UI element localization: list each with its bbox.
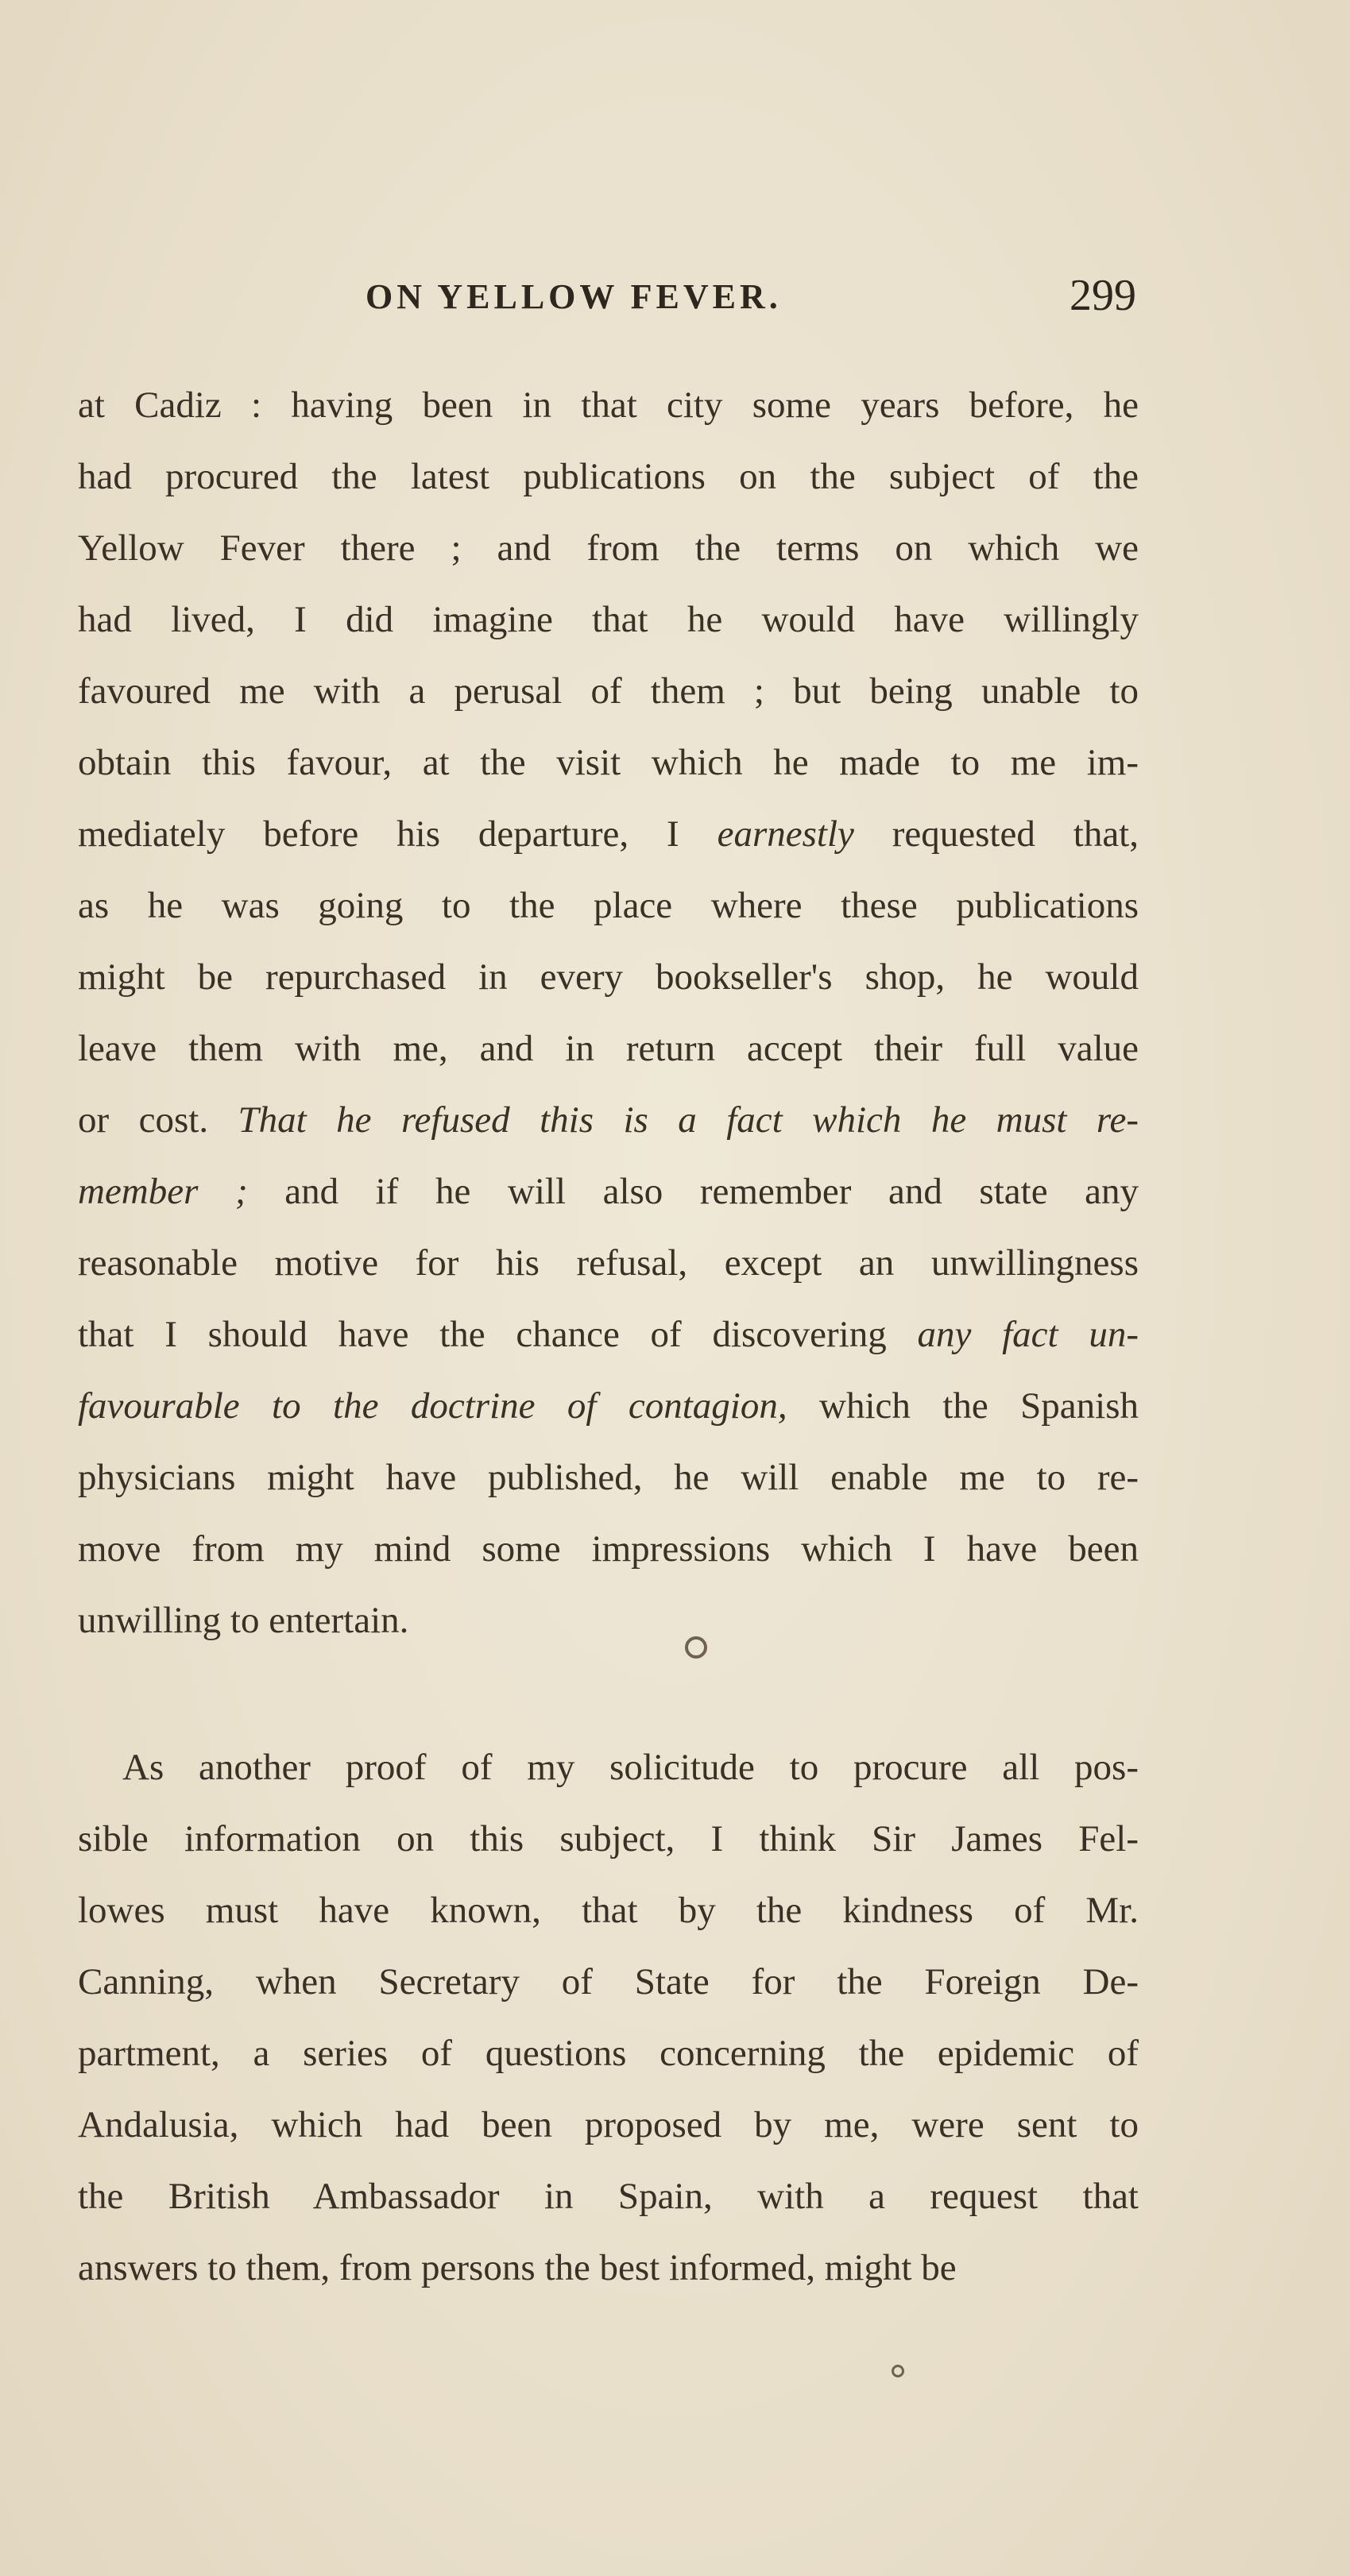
line-text: might be repurchased in every bookseller's shop, he would [78,956,1139,998]
text-line [78,512,1139,584]
line-text: physicians might have published, he will enable me to re- [78,1457,1139,1498]
body-text [78,369,1139,2304]
line-text: as he was going to the place where these publications [78,885,1139,926]
page-number: 299 [1070,271,1136,320]
page-header [318,270,1136,334]
text-line [78,1370,1139,1442]
line-text: leave them with me, and in return accept their full value [78,1028,1139,1069]
line-text: sible information on this subject, I think Sir James Fel- [78,1818,1139,1860]
line-text: or cost. [78,1099,238,1141]
text-line [78,1732,1139,1803]
line-text: the British Ambassador in Spain, with a request that [78,2176,1139,2217]
line-text: that I should have the chance of discovering [78,1314,918,1355]
text-line [78,1585,1139,1656]
paragraph-1 [78,369,1139,1656]
text-line [78,2089,1139,2161]
italic-text: earnestly [717,813,854,855]
italic-text: any fact un- [917,1314,1139,1355]
italic-text: That he refused this is a fact which he must re- [238,1099,1139,1141]
text-line [78,1946,1139,2018]
line-text: requested that, [853,813,1139,855]
line-text: reasonable motive for his refusal, except an unwillingness [78,1242,1139,1284]
line-text: had procured the latest publications on the subject of the [78,456,1139,497]
text-line [78,1084,1139,1156]
line-text: Canning, when Secretary of State for the Foreign De- [78,1961,1139,2002]
running-title: ON YELLOW FEVER. [366,277,782,316]
text-line [78,2161,1139,2232]
line-text: obtain this favour, at the visit which he made to me im- [78,742,1139,783]
paragraph-gap [78,1656,1139,1732]
line-text: lowes must have known, that by the kindness of Mr. [78,1890,1139,1931]
text-line [78,1513,1139,1585]
text-line [78,1442,1139,1513]
text-line [78,1156,1139,1227]
text-line [78,655,1139,727]
line-text: As another proof of my solicitude to procure all pos- [122,1747,1139,1788]
line-text: answers to them, from persons the best informed, might be [78,2247,957,2288]
text-line [78,1013,1139,1084]
line-text: which the Spanish [787,1385,1139,1427]
text-line [78,1299,1139,1370]
line-text: had lived, I did imagine that he would have willingly [78,599,1139,640]
line-text: favoured me with a perusal of them ; but being unable to [78,670,1139,712]
line-text: and if he will also remember and state any [247,1171,1139,1212]
text-line [78,1803,1139,1875]
line-text: mediately before his departure, I [78,813,718,855]
text-line [78,941,1139,1013]
ink-dot-mark [892,2365,904,2377]
line-text: at Cadiz : having been in that city some years before, he [78,384,1139,426]
text-line [78,727,1139,798]
line-text: move from my mind some impressions which I have been [78,1528,1139,1570]
text-line [78,1875,1139,1946]
text-line [78,2018,1139,2089]
line-text: unwilling to entertain. [78,1600,409,1641]
text-line [78,870,1139,941]
text-line [78,584,1139,655]
paragraph-2 [78,1732,1139,2304]
line-text: partment, a series of questions concerning the epidemic of [78,2033,1139,2074]
text-line [78,1227,1139,1299]
line-text: Andalusia, which had been proposed by me, were sent to [78,2104,1139,2145]
text-line [78,441,1139,512]
text-line [78,369,1139,441]
italic-text: member ; [78,1171,248,1212]
ink-circle-mark [685,1636,707,1659]
text-line [78,2232,1139,2304]
italic-text: favourable to the doctrine of contagion, [78,1385,787,1427]
text-line [78,798,1139,870]
line-text: Yellow Fever there ; and from the terms on which we [78,527,1139,569]
